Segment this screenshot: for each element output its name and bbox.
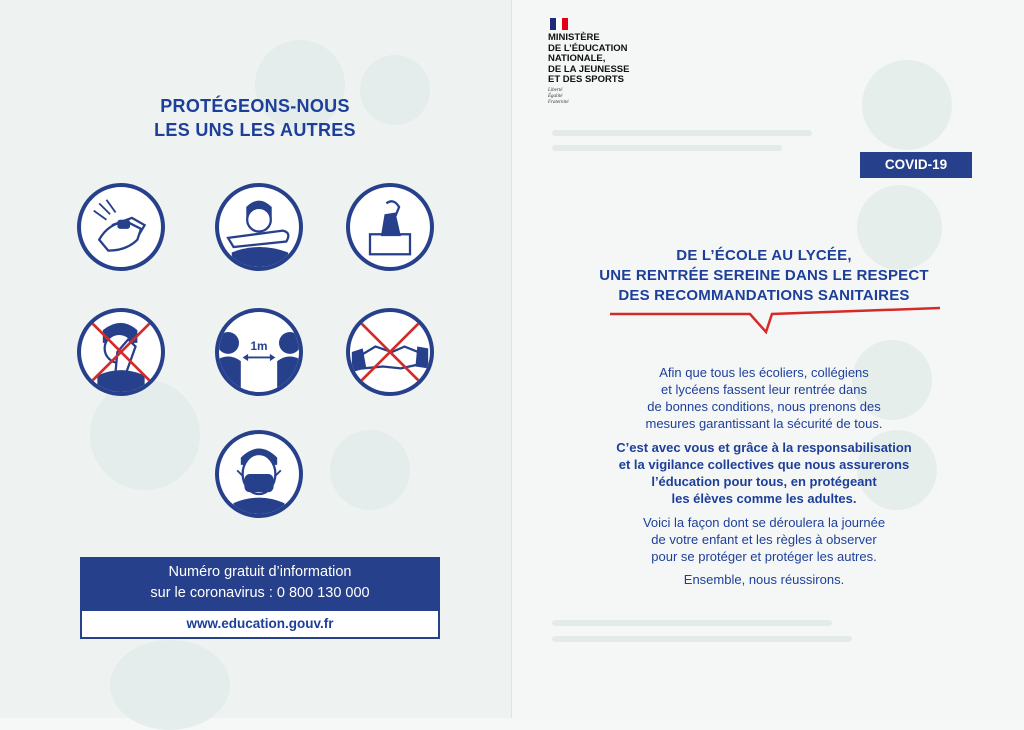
left-title-line: LES UNS LES AUTRES [154,120,356,140]
face-mask-icon [215,430,303,518]
info-hotline-box [80,557,440,609]
background-text-line [552,636,852,642]
ministry-name-line: DE LA JEUNESSE [548,63,630,75]
paragraph-line: Voici la façon dont se déroulera la journée [642,515,886,530]
motto-line: Fraternité [548,99,569,105]
speech-bubble-underline [610,300,940,340]
info-line: Numéro gratuit d’information [168,564,352,580]
wash-hands-icon [77,183,165,271]
right-panel [512,0,1024,718]
background-virus-shape [110,640,230,730]
republic-motto [548,88,629,106]
paragraph-line: C’est avec vous et grâce à la responsabilisation [616,440,912,455]
paragraph-line: Afin que tous les écoliers, collégiens [659,365,869,380]
closing-line: Ensemble, nous réussirons. [683,572,845,587]
no-touch-face-icon [77,308,165,396]
responsibility-paragraph [572,439,956,507]
right-title-line: DES RECOMMANDATIONS SANITAIRES [618,287,910,304]
tissue-icon [346,183,434,271]
ministry-logo [548,18,629,106]
distance-1m-icon [215,308,303,396]
ministry-name-line: NATIONALE, [548,53,606,64]
covid-badge: COVID-19 [860,152,972,178]
background-virus-shape [90,380,200,490]
ministry-name [548,33,629,86]
french-flag-icon [550,18,568,30]
paragraph-line: pour se protéger et protéger les autres. [651,549,877,564]
left-title-line: PROTÉGEONS-NOUS [160,96,350,116]
info-line-phone: sur le coronavirus : 0 800 130 000 [150,585,370,601]
day-overview-paragraph [572,514,956,565]
cough-in-elbow-icon [215,183,303,271]
paragraph-line: de votre enfant et les règles à observer [651,532,877,547]
paragraph-line: et lycéens fassent leur rentrée dans [661,382,867,397]
background-virus-shape [862,60,952,150]
ministry-name-line: MINISTÈRE [548,32,600,43]
paragraph-line: mesures garantissant la sécurité de tous. [645,416,883,431]
background-text-line [552,145,782,151]
ministry-name-line: DE L’ÉDUCATION [548,42,628,54]
motto-line: Liberté [548,87,563,93]
no-handshake-icon [346,308,434,396]
background-text-line [552,620,832,626]
right-title-line: UNE RENTRÉE SEREINE DANS LE RESPECT [599,267,929,284]
right-title [572,246,956,306]
motto-line: Égalité [548,93,563,99]
background-text-line [552,130,812,136]
left-title [130,94,380,142]
paragraph-line: l’éducation pour tous, en protégeant [651,474,877,489]
left-panel [0,0,512,718]
website-link[interactable]: www.education.gouv.fr [80,609,440,639]
paragraph-line: et la vigilance collectives que nous assurerons [618,457,910,472]
background-virus-shape [330,430,410,510]
paragraph-line: les élèves comme les adultes. [671,491,857,506]
distance-label: 1m [250,339,268,354]
paragraph-line: de bonnes conditions, nous prenons des [647,399,881,414]
right-title-line: DE L’ÉCOLE AU LYCÉE, [676,247,852,264]
intro-paragraph [572,364,956,432]
ministry-name-line: ET DES SPORTS [548,74,625,85]
